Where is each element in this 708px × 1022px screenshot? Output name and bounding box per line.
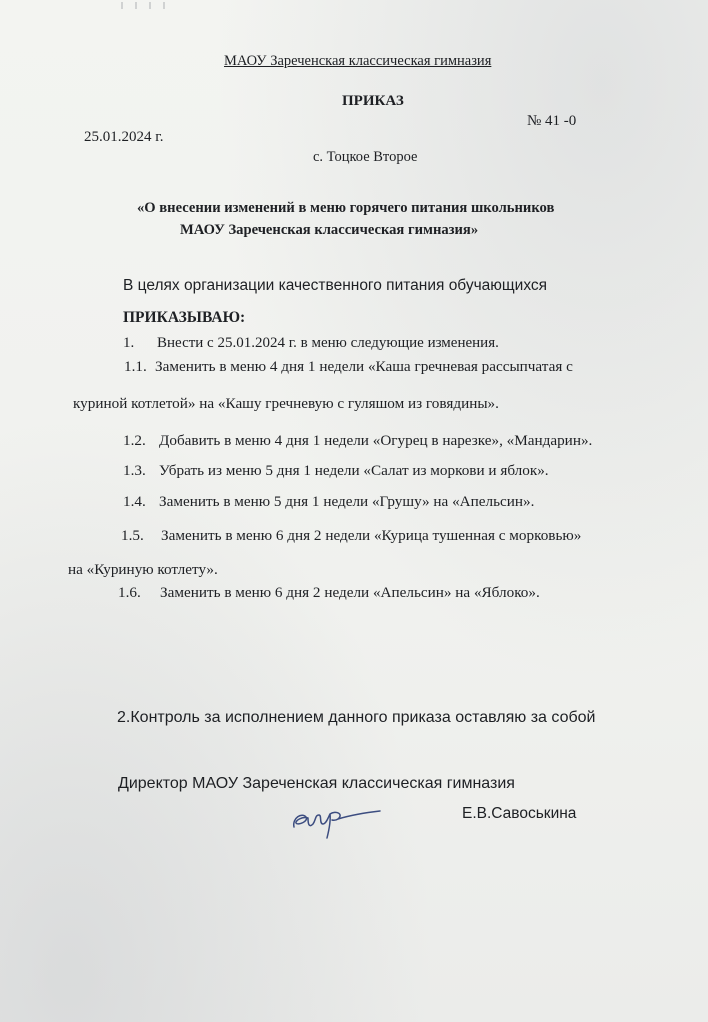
- document-type-title: ПРИКАЗ: [342, 93, 404, 109]
- subject-line-1: «О внесении изменений в меню горячего питания школьников: [137, 200, 555, 216]
- order-place: с. Тоцкое Второе: [313, 149, 418, 165]
- control-clause: 2.Контроль за исполнением данного приказа оставляю за собой: [117, 709, 596, 726]
- order-date: 25.01.2024 г.: [84, 129, 164, 145]
- item-1: [123, 336, 499, 351]
- preamble: В целях организации качественного питания обучающихся: [123, 277, 548, 294]
- sub-item-number: 1.6.: [118, 584, 141, 601]
- item-1-text: Внести с 25.01.2024 г. в меню следующие изменения.: [157, 335, 499, 351]
- sub-item-text: Заменить в меню 6 дня 2 недели «Курица тушенная с морковью»: [161, 527, 582, 544]
- director-title: Директор МАОУ Зареченская классическая гимназия: [118, 775, 515, 792]
- sub-item-text: Убрать из меню 5 дня 1 недели «Салат из моркови и яблок».: [159, 462, 549, 479]
- organization-header: МАОУ Зареченская классическая гимназия: [224, 53, 492, 69]
- sub-item-number: 1.5.: [121, 527, 144, 544]
- director-name: Е.В.Савоськина: [462, 805, 577, 822]
- sub-item-text: Заменить в меню 5 дня 1 недели «Грушу» на «Апельсин».: [159, 493, 535, 510]
- item-1-number: 1.: [123, 335, 135, 351]
- sub-item-text: Заменить в меню 6 дня 2 недели «Апельсин» на «Яблоко».: [160, 584, 540, 601]
- signature-icon: [286, 800, 386, 840]
- subject-line-2: МАОУ Зареченская классическая гимназия»: [180, 222, 479, 238]
- sub-item-1-3: [123, 463, 549, 478]
- order-number: № 41 -0: [527, 113, 577, 129]
- sub-item-text: Заменить в меню 4 дня 1 недели «Каша гречневая рассыпчатая с: [155, 358, 573, 375]
- sub-item-1-1-continuation: куриной котлетой» на «Кашу гречневую с гуляшом из говядины».: [73, 395, 499, 412]
- sub-item-1-5-continuation: на «Куриную котлету».: [68, 561, 218, 578]
- sub-item-1-6: [118, 585, 540, 600]
- punch-marks: [118, 0, 178, 12]
- sub-item-text: Добавить в меню 4 дня 1 недели «Огурец в нарезке», «Мандарин».: [159, 432, 593, 449]
- sub-item-1-2: [123, 433, 592, 448]
- sub-item-number: 1.2.: [123, 432, 146, 449]
- order-word: ПРИКАЗЫВАЮ:: [123, 309, 246, 326]
- sub-item-1-5: [121, 528, 581, 543]
- sub-item-number: 1.4.: [123, 493, 146, 510]
- sub-item-1-4: [123, 494, 534, 509]
- sub-item-1-1: [124, 359, 573, 374]
- sub-item-number: 1.3.: [123, 462, 146, 479]
- sub-item-number: 1.1.: [124, 358, 147, 375]
